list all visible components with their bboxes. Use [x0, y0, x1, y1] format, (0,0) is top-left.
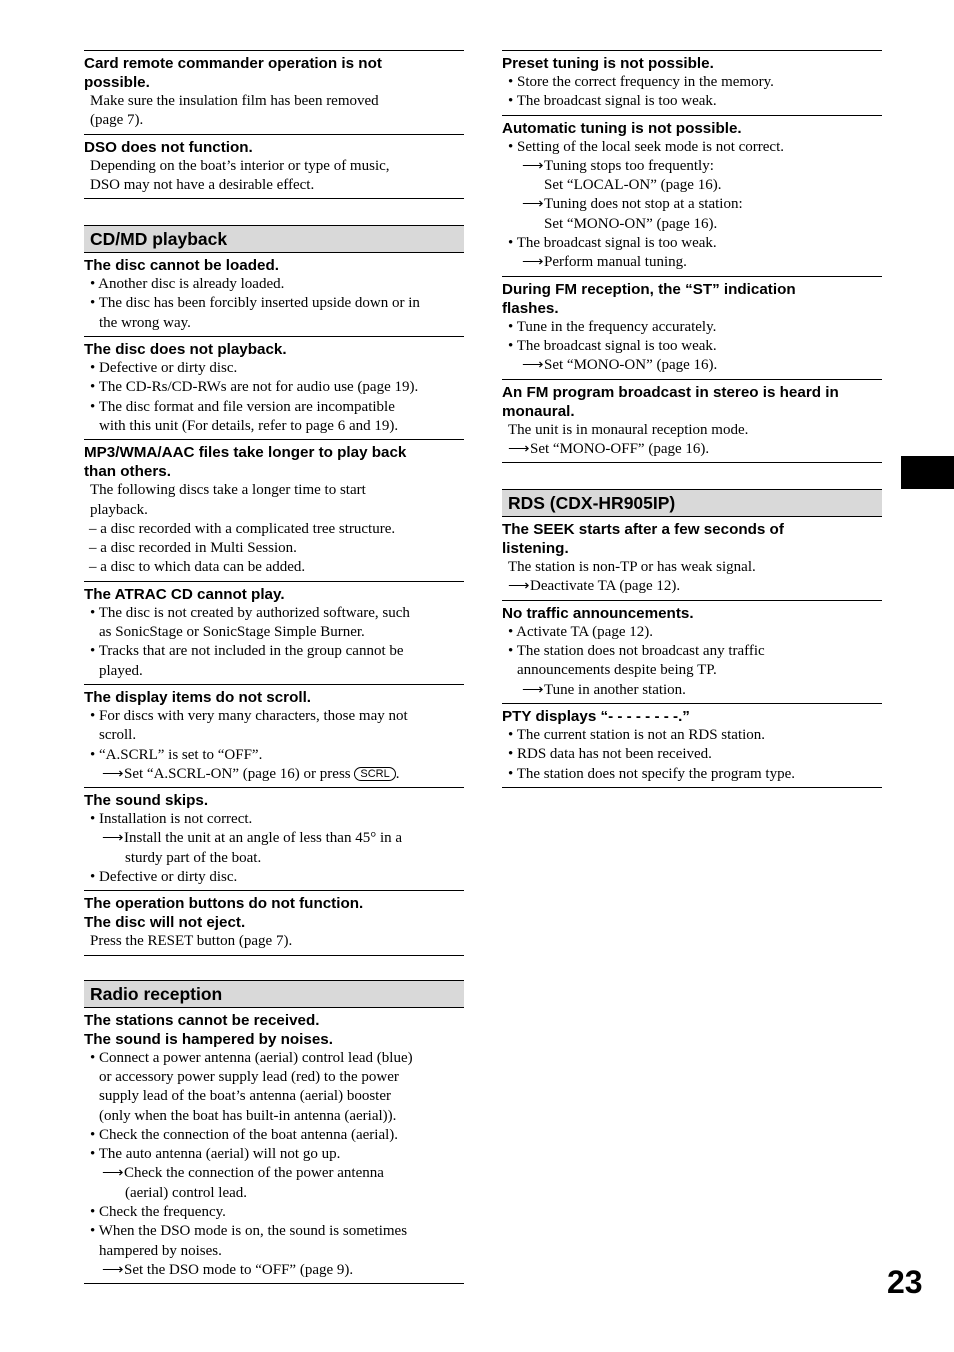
arrow-right-icon: ⟶ [102, 1261, 124, 1278]
arrow-right-icon: ⟶ [522, 254, 544, 271]
entry-title: During FM reception, the “ST” indication [502, 280, 796, 298]
arrow-right-icon: ⟶ [522, 681, 544, 698]
arrow-right-icon: ⟶ [508, 440, 530, 457]
arrow-item [502, 440, 882, 459]
troubleshoot-dso [84, 134, 464, 200]
bullet-item: • Connect a power antenna (aerial) control lead (blue) [90, 1049, 413, 1066]
troubleshoot-traffic [502, 600, 882, 703]
arrow-item-text: Set “MONO-ON” (page 16). [544, 357, 718, 374]
bullet-item: • The broadcast signal is too weak. [508, 93, 717, 110]
bullet-item: • The current station is not an RDS station. [508, 726, 766, 743]
entry-text: Press the RESET button (page 7). [90, 933, 293, 950]
troubleshoot-fm-monaural [502, 379, 882, 464]
entry-title: The display items do not scroll. [84, 688, 312, 706]
arrow-item-text: Deactivate TA (page 12). [530, 578, 681, 595]
section-heading-rds: RDS (CDX-HR905IP) [502, 489, 882, 517]
entry-text: DSO may not have a desirable effect. [90, 176, 315, 193]
arrow-item-text: Tune in another station. [544, 681, 686, 698]
entry-title: flashes. [502, 299, 559, 317]
chapter-tab-marker [901, 456, 954, 489]
entry-title: possible. [84, 74, 150, 91]
troubleshoot-seek [502, 517, 882, 600]
arrow-item-text: Set “A.SCRL-ON” (page 16) or press [124, 765, 351, 782]
bullet-item: • Setting of the local seek mode is not correct. [508, 138, 785, 155]
page-number: 23 [887, 1264, 923, 1300]
arrow-item [502, 157, 882, 176]
entry-title: The disc will not eject. [84, 914, 246, 932]
troubleshoot-pty [502, 703, 882, 788]
arrow-item [502, 253, 882, 272]
section-heading-cdmd: CD/MD playback [84, 225, 464, 253]
bullet-item-continued: announcements despite being TP. [517, 662, 717, 679]
arrow-item [502, 577, 882, 596]
arrow-item [84, 1164, 464, 1183]
arrow-item-continued: (aerial) control lead. [125, 1184, 248, 1201]
bullet-item: • The disc has been forcibly inserted upside down or in [90, 295, 420, 312]
bullet-item-continued: as SonicStage or SonicStage Simple Burner. [99, 624, 365, 641]
section-heading-radio: Radio reception [84, 980, 464, 1008]
bullet-item: • The disc format and file version are incompatible [90, 398, 395, 415]
bullet-item-continued: played. [99, 662, 143, 679]
entry-text: The unit is in monaural reception mode. [508, 421, 749, 438]
entry-title: The stations cannot be received. [84, 1011, 320, 1029]
bullet-item: • The station does not specify the program type. [508, 765, 795, 782]
bullet-item: • The station does not broadcast any traffic [508, 643, 765, 660]
arrow-right-icon: ⟶ [102, 1165, 124, 1182]
entry-text: (page 7). [90, 112, 144, 129]
dash-item: – a disc recorded in Multi Session. [89, 540, 297, 557]
bullet-item: • Check the frequency. [90, 1203, 226, 1220]
arrow-item [84, 829, 464, 848]
arrow-item [84, 765, 464, 784]
arrow-right-icon: ⟶ [522, 357, 544, 374]
dash-item: – a disc to which data can be added. [89, 559, 306, 576]
entry-text: Make sure the insulation film has been removed [90, 93, 379, 109]
bullet-item: • The disc is not created by authorized software, such [90, 604, 410, 621]
troubleshoot-stations [84, 1008, 464, 1285]
entry-title: The operation buttons do not function. [84, 895, 364, 913]
entry-title: than others. [84, 463, 171, 481]
arrow-right-icon: ⟶ [508, 578, 530, 595]
troubleshoot-disc-not-playback [84, 336, 464, 439]
arrow-right-icon: ⟶ [102, 765, 124, 782]
entry-text: The following discs take a longer time to start [90, 482, 366, 499]
entry-title: monaural. [502, 402, 575, 420]
entry-title: An FM program broadcast in stereo is heard in [502, 383, 839, 401]
troubleshoot-no-scroll [84, 684, 464, 787]
arrow-item-text: Tuning stops too frequently: [544, 157, 714, 174]
entry-text: playback. [90, 501, 148, 518]
entry-title: listening. [502, 540, 569, 558]
bullet-item-continued: (only when the boat has built-in antenna (aerial)). [99, 1107, 397, 1124]
bullet-item-continued: hampered by noises. [99, 1242, 222, 1259]
bullet-item: • Tracks that are not included in the group cannot be [90, 643, 404, 660]
bullet-item: • RDS data has not been received. [508, 746, 712, 763]
arrow-item-continued: sturdy part of the boat. [125, 849, 262, 866]
bullet-item: • Another disc is already loaded. [90, 276, 285, 293]
arrow-item [502, 356, 882, 375]
entry-title: The sound skips. [84, 792, 209, 810]
arrow-item [502, 195, 882, 214]
bullet-item: • “A.SCRL” is set to “OFF”. [90, 746, 263, 763]
arrow-item [84, 1261, 464, 1280]
entry-text: The station is non-TP or has weak signal. [508, 559, 756, 576]
bullet-item: • Defective or dirty disc. [90, 360, 238, 377]
bullet-item: • For discs with very many characters, those may not [90, 707, 408, 724]
arrow-item-text: Check the connection of the power antenna [124, 1165, 384, 1182]
bullet-item-continued: with this unit (For details, refer to page 6 and 19). [99, 417, 399, 434]
bullet-item: • The auto antenna (aerial) will not go up. [90, 1146, 341, 1163]
troubleshoot-disc-not-loaded [84, 253, 464, 336]
arrow-right-icon: ⟶ [102, 830, 124, 847]
arrow-right-icon: ⟶ [522, 196, 544, 213]
bullet-item: • Tune in the frequency accurately. [508, 318, 717, 335]
bullet-item: • Defective or dirty disc. [90, 869, 238, 886]
entry-text: Depending on the boat’s interior or type of music, [90, 157, 390, 174]
entry-title: PTY displays “- - - - - - - -.” [502, 707, 690, 725]
troubleshoot-atrac [84, 581, 464, 684]
bullet-item: • The CD-Rs/CD-RWs are not for audio use (page 19). [90, 379, 419, 396]
troubleshoot-buttons [84, 890, 464, 955]
bullet-item-continued: scroll. [99, 727, 137, 744]
arrow-right-icon: ⟶ [522, 157, 544, 174]
bullet-item: • Check the connection of the boat antenna (aerial). [90, 1126, 399, 1143]
bullet-item: • The broadcast signal is too weak. [508, 235, 717, 252]
entry-title: Automatic tuning is not possible. [502, 119, 742, 137]
scrl-button-icon: SCRL [354, 767, 395, 781]
bullet-item: • Store the correct frequency in the memory. [508, 74, 774, 90]
entry-title: Preset tuning is not possible. [502, 55, 714, 72]
dash-item: – a disc recorded with a complicated tree structure. [89, 520, 396, 537]
left-column [84, 50, 464, 1284]
troubleshoot-st-flashes [502, 276, 882, 379]
troubleshoot-auto-tuning [502, 115, 882, 276]
entry-title: The ATRAC CD cannot play. [84, 585, 285, 603]
entry-title: DSO does not function. [84, 138, 253, 156]
arrow-item-text: Set “MONO-OFF” (page 16). [530, 440, 710, 457]
bullet-item-continued: supply lead of the boat’s antenna (aerial) booster [99, 1088, 391, 1105]
entry-title: MP3/WMA/AAC files take longer to play back [84, 444, 407, 462]
arrow-item [502, 681, 882, 700]
bullet-item-continued: or accessory power supply lead (red) to the power [99, 1068, 399, 1085]
bullet-item-continued: the wrong way. [99, 314, 191, 331]
bullet-item: • Installation is not correct. [90, 811, 253, 828]
arrow-item-text: Set the DSO mode to “OFF” (page 9). [124, 1261, 354, 1278]
entry-title: The SEEK starts after a few seconds of [502, 521, 784, 539]
entry-title: The sound is hampered by noises. [84, 1030, 333, 1048]
entry-title: The disc does not playback. [84, 341, 287, 359]
troubleshoot-preset-tuning [502, 50, 882, 115]
troubleshoot-sound-skips [84, 787, 464, 890]
entry-title: The disc cannot be loaded. [84, 257, 279, 275]
arrow-item-continued: Set “LOCAL-ON” (page 16). [544, 177, 722, 194]
arrow-item-text: Tuning does not stop at a station: [544, 196, 743, 213]
right-column [502, 50, 882, 788]
arrow-item-end: . [395, 765, 400, 782]
bullet-item: • Activate TA (page 12). [508, 623, 653, 640]
arrow-item-text: Perform manual tuning. [544, 254, 687, 271]
arrow-item-continued: Set “MONO-ON” (page 16). [544, 215, 718, 232]
troubleshoot-mp3-slow [84, 439, 464, 580]
troubleshoot-card-remote [84, 50, 464, 134]
entry-title: No traffic announcements. [502, 604, 694, 622]
arrow-item-text: Install the unit at an angle of less than 45° in a [124, 830, 403, 847]
bullet-item: • The broadcast signal is too weak. [508, 337, 717, 354]
bullet-item: • When the DSO mode is on, the sound is sometimes [90, 1223, 408, 1240]
entry-title: Card remote commander operation is not [84, 55, 382, 72]
